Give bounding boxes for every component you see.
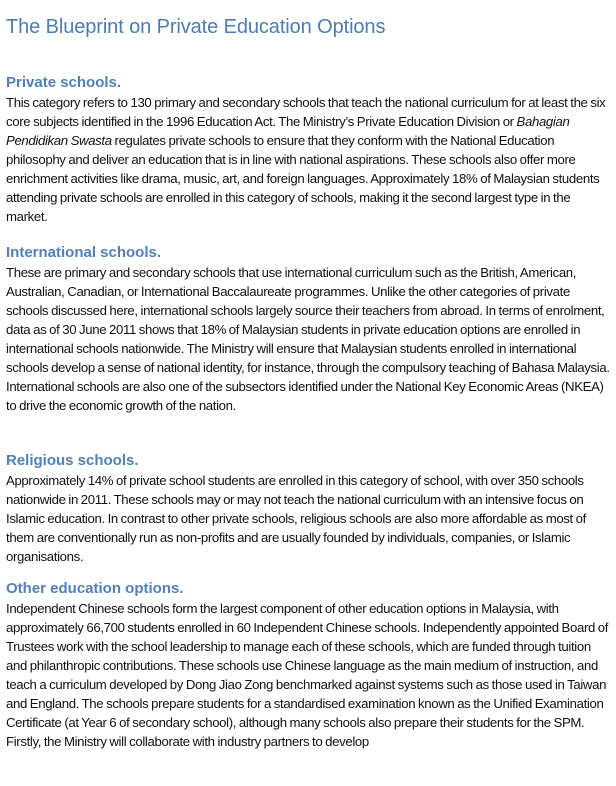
section-private-schools	[6, 72, 612, 226]
section-religious-schools	[6, 450, 612, 566]
section-body: Approximately 14% of private school students are enrolled in this category of school, with over 350 schools nationwide in 2011. These schools may or may not teach the national curriculum with an intensive focus on Islamic education. In contrast to other private schools, religious schools are also more affordable as most of them are conventionally run as non-profits and are usually founded by individuals, companies, or Islamic organisations.	[6, 473, 586, 564]
section-heading: Private schools.	[6, 74, 122, 91]
section-body: These are primary and secondary schools that use international curriculum such as the British, American, Australian, Canadian, or International Baccalaureate programmes. Unlike the other categories of private schools discussed here, international schools largely source their teachers from abroad. In terms of enrolment, data as of 30 June 2011 shows that 18% of Malaysian students in private education options are enrolled in international schools nationwide. The Ministry will ensure that Malaysian students enrolled in international schools develop a sense of national identity, for instance, through the compulsory teaching of Bahasa Malaysia. International schools are also one of the subsectors identified under the National Key Economic Areas (NKEA) to drive the economic growth of the nation.	[6, 265, 610, 413]
section-heading: International schools.	[6, 244, 162, 261]
section-heading: Other education options.	[6, 580, 184, 597]
body-text: This category refers to 130 primary and secondary schools that teach the national curriculum for at least the six core subjects identified in the 1996 Education Act. The Ministry’s Private Education Division or	[6, 95, 606, 129]
section-body	[6, 93, 612, 226]
body-italic-text: Bahagian Pendidikan Swasta	[6, 114, 570, 148]
section-international-schools	[6, 242, 612, 415]
section-other-education-options	[6, 578, 612, 751]
section-heading: Religious schools.	[6, 452, 139, 469]
section-body: Independent Chinese schools form the largest component of other education options in Malaysia, with approximately 66,700 students enrolled in 60 Independent Chinese schools. Independently appointed Board of Trustees work with the school leadership to manage each of these schools, which are funded through tuition and philanthropic contributions. These schools use Chinese language as the main medium of instruction, and teach a curriculum developed by Dong Jiao Zong benchmarked against systems such as those used in Taiwan and England. The schools prepare students for a standardised examination known as the Unified Examination Certificate (at Year 6 of secondary school), although many schools also prepare their students for the SPM. Firstly, the Ministry will collaborate with industry partners to develop	[6, 601, 609, 749]
body-text: regulates private schools to ensure that they conform with the National Education philosophy and deliver an education that is in line with national aspirations. These schools also offer more enrichment activities like drama, music, art, and foreign languages. Approximately 18% of Malaysian students attending private schools are enrolled in this category of schools, making it the second largest type in the market.	[6, 133, 600, 224]
document-title: The Blueprint on Private Education Options	[6, 16, 386, 38]
